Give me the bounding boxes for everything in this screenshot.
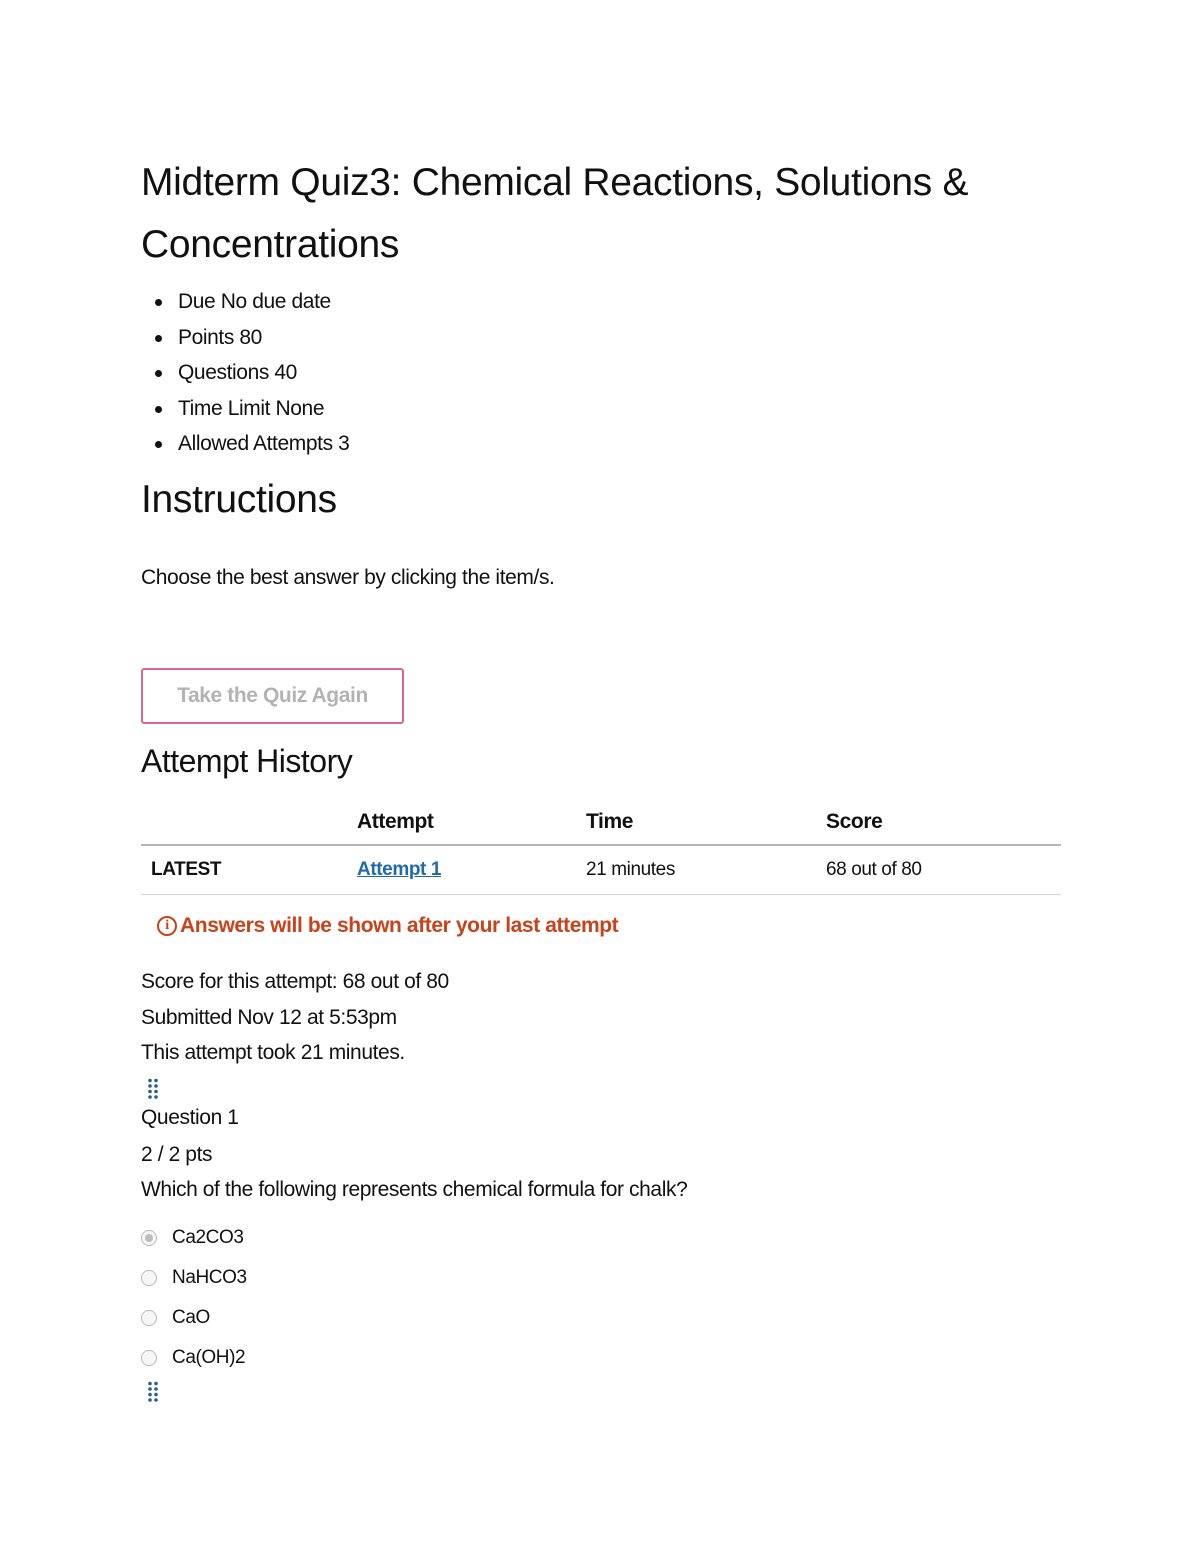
answer-radio[interactable] [141,1230,157,1246]
answer-radio[interactable] [141,1350,157,1366]
answer-option-label: Ca2CO3 [172,1227,244,1248]
table-header-row [141,800,1061,845]
answers-notice-text: Answers will be shown after your last attempt [180,914,619,937]
answer-option [141,1338,247,1378]
take-quiz-again-button[interactable]: Take the Quiz Again [141,668,404,724]
quiz-details-list [141,284,349,462]
answers-notice [157,914,618,938]
instructions-heading: Instructions [141,478,337,521]
column-header-score: Score [826,800,1061,845]
attempt-summary [141,964,449,1071]
attempt-score-cell: 68 out of 80 [826,845,1061,895]
attempt-submitted-text: Submitted Nov 12 at 5:53pm [141,1005,397,1029]
instructions-text: Choose the best answer by clicking the item/s. [141,566,555,589]
attempt-time-cell: 21 minutes [586,845,826,895]
drag-handle-icon[interactable] [147,1381,159,1403]
answer-option-label: Ca(OH)2 [172,1347,246,1368]
question-points: 2 / 2 pts [141,1143,213,1166]
column-header-time: Time [586,800,826,845]
answer-option [141,1218,247,1258]
answer-option [141,1298,247,1338]
answer-radio[interactable] [141,1270,157,1286]
info-icon: i [157,916,177,936]
answer-radio[interactable] [141,1310,157,1326]
answer-option-label: NaHCO3 [172,1267,247,1288]
answer-options [141,1218,247,1378]
attempt-history-table [141,800,1061,895]
attempt-history-heading: Attempt History [141,743,353,779]
column-header-status [141,800,357,845]
attempt-score-text: Score for this attempt: 68 out of 80 [141,970,449,993]
detail-questions: Questions 40 [178,355,349,391]
drag-handle-icon[interactable] [147,1078,159,1100]
detail-allowed-attempts: Allowed Attempts 3 [178,426,349,462]
column-header-attempt: Attempt [357,800,586,845]
answer-option-label: CaO [172,1307,210,1328]
attempt-1-link[interactable]: Attempt 1 [357,859,442,880]
attempt-duration-text: This attempt took 21 minutes. [141,1041,405,1064]
question-number: Question 1 [141,1106,239,1129]
detail-due: Due No due date [178,284,349,320]
detail-time-limit: Time Limit None [178,391,349,427]
answer-option [141,1258,247,1298]
question-text: Which of the following represents chemical formula for chalk? [141,1178,688,1201]
detail-points: Points 80 [178,320,349,356]
attempt-link-cell [357,845,586,895]
page-title: Midterm Quiz3: Chemical Reactions, Solutions & Concentrations [141,161,969,266]
attempt-status-cell: LATEST [141,845,357,895]
table-row [141,845,1061,895]
